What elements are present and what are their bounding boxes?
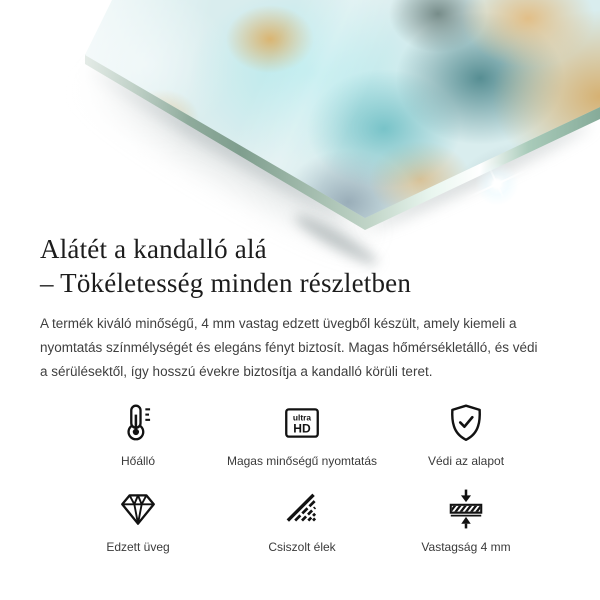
page-title <box>40 232 560 300</box>
feature-thickness <box>384 486 548 554</box>
feature-heat-resistant <box>56 400 220 468</box>
feature-label: Edzett üveg <box>106 540 170 554</box>
thickness-icon <box>445 486 487 532</box>
feature-label: Vastagság 4 mm <box>421 540 511 554</box>
ultra-hd-icon <box>281 400 323 446</box>
feature-polished-edges <box>220 486 384 554</box>
product-image <box>0 0 600 230</box>
ultra-hd-icon-text-bottom: HD <box>293 421 311 436</box>
page-title-line1: Alátét a kandalló alá <box>40 234 267 264</box>
product-description: A termék kiváló minőségű, 4 mm vastag edzett üvegből készült, amely kiemeli a nyomtatás színmélységét és elegáns fényt biztosít. Magas hőmérsékletálló, és védi a sérülésektől, így hosszú évekre biztosítja a kandalló körüli teret. <box>40 316 538 379</box>
page-title-line2: – Tökéletesség minden részletben <box>40 268 412 298</box>
feature-base-protection <box>384 400 548 468</box>
diamond-icon <box>117 486 159 532</box>
thermometer-icon <box>117 400 159 446</box>
feature-label: Csiszolt élek <box>268 540 336 554</box>
feature-label: Hőálló <box>120 454 156 468</box>
shield-check-icon <box>445 400 487 446</box>
ultra-hd-icon-text-top: ultra <box>292 412 312 423</box>
feature-label: Védi az alapot <box>427 454 505 468</box>
beveled-edges-icon <box>281 486 323 532</box>
feature-label: Magas minőségű nyomtatás <box>226 454 378 468</box>
feature-print-quality <box>220 400 384 468</box>
features-grid <box>40 400 560 554</box>
feature-tempered-glass <box>56 486 220 554</box>
product-info-section <box>0 232 600 554</box>
